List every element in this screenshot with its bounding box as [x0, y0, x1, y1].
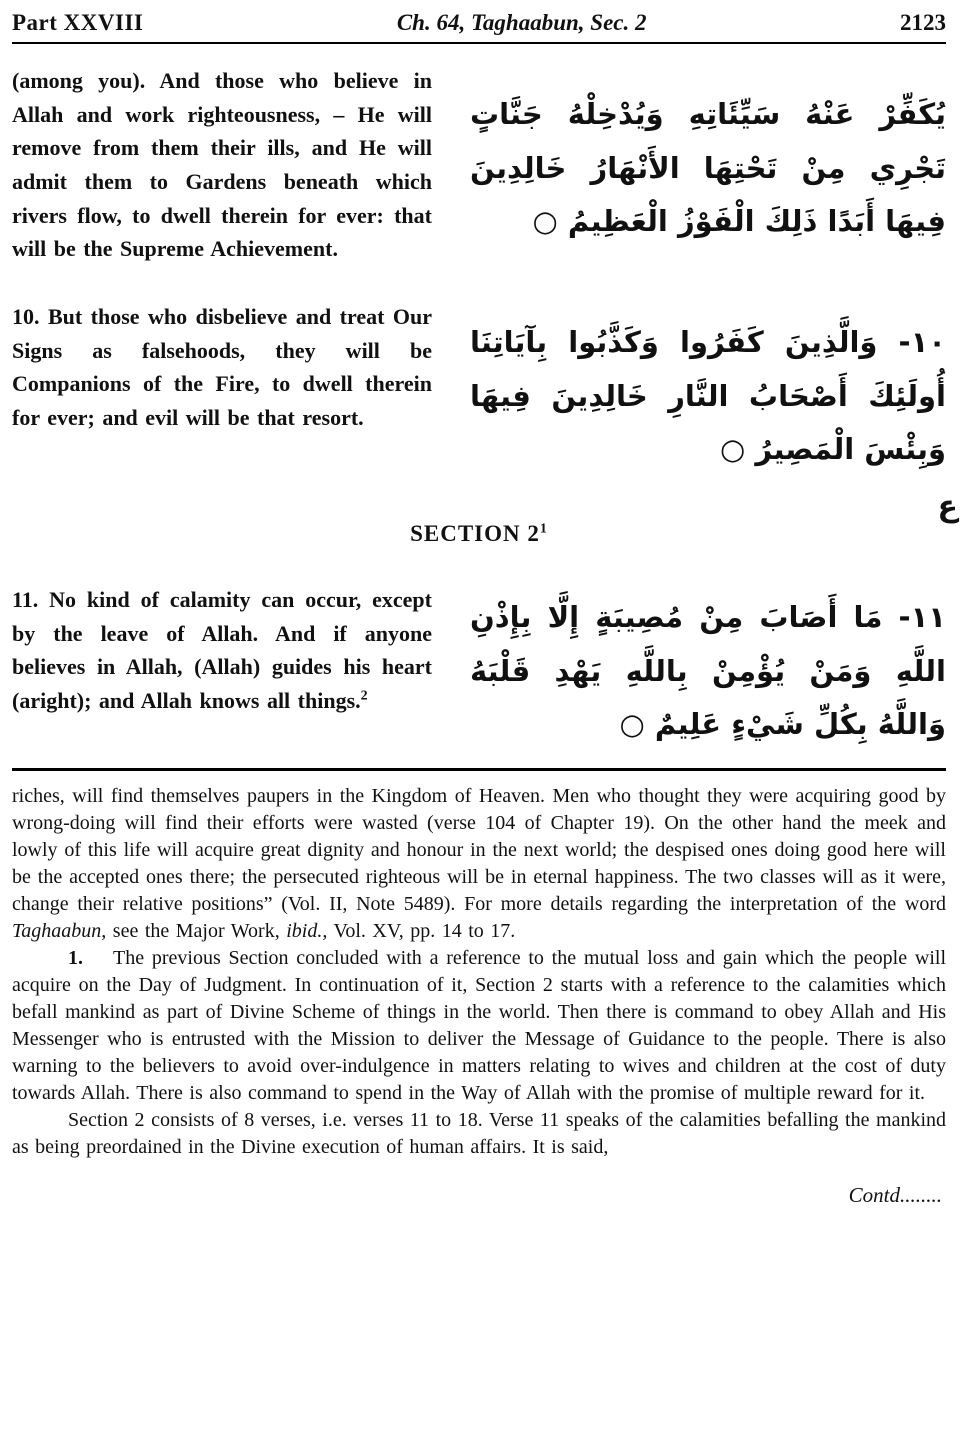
footnote-divider — [12, 768, 946, 771]
english-verse-11 — [12, 583, 432, 718]
header-part-label: Part XXVIII — [12, 10, 144, 35]
arabic-verse-11: ١١- مَا أَصَابَ مِنْ مُصِيبَةٍ إِلَّا بِإِذْنِ اللَّهِ وَمَنْ يُؤْمِنْ بِاللَّهِ يَهْدِ قَلْبَهُ وَاللَّهُ بِكُلِّ شَيْءٍ عَلِيمٌ ○ — [470, 599, 946, 742]
english-verse-11-text: 11. No kind of calamity can occur, except by the leave of Allah. And if anyone believes in Allah, (Allah) guides his heart (aright); and Allah knows all things. — [12, 586, 432, 713]
footnote-1-paragraph: 1. The previous Section concluded with a reference to the mutual loss and gain which the people will acquire on the Day of Judgment. In continuation of it, Section 2 starts with a reference to the calamities which befall mankind as part of Divine Scheme of things in the world. Then there is command to obey Allah and His Messenger who is entrusted with the Mission to deliver the Message of Guidance to the people. There is also warning to the believers to avoid over-indulgence in matters relating to wives and children at the cost of duty towards Allah. There is also command to spend in the Way of Allah with the promise of multiple reward for it. — [12, 946, 946, 1104]
verse-row-10 — [12, 300, 946, 477]
footnote-continued-paragraph: riches, will find themselves paupers in the Kingdom of Heaven. Men who thought they were acquiring good by wrong-doing will find their efforts were wasted (verse 104 of Chapter 19). On the other hand the meek and lowly of this life will acquire great dignity and honour in the next world; the despised ones doing good here will be the accepted ones there; the persecuted righteous will be in eternal happiness. The two classes will as it were, change their relative positions” (Vol. II, Note 5489). For more details regarding the interpretation of the word Taghaabun, see the Major Work, ibid., Vol. XV, pp. 14 to 17. — [12, 784, 946, 942]
section-heading — [12, 521, 946, 547]
section-heading-footnote-ref: 1 — [539, 521, 548, 537]
footnotes-section — [12, 783, 946, 1161]
verse-row-11 — [12, 583, 946, 752]
english-verse-10: 10. But those who disbelieve and treat Our Signs as falsehoods, they will be Companions of the Fire, to dwell therein for ever; and evil will be that resort. — [12, 303, 432, 430]
arabic-verse-10: ١٠- وَالَّذِينَ كَفَرُوا وَكَذَّبُوا بِآيَاتِنَا أُولَئِكَ أَصْحَابُ النَّارِ خَالِدِينَ فِيهَا وَبِئْسَ الْمَصِيرُ ○ — [470, 324, 946, 467]
page-header — [12, 10, 946, 36]
header-page-number: 2123 — [899, 10, 946, 35]
verse-row-9 — [12, 64, 946, 266]
header-divider — [12, 42, 946, 44]
english-verse-9: (among you). And those who believe in Allah and work righteousness, – He will remove from them their ills, and He will admit them to Gardens beneath which rivers flow, to dwell therein for ever: that will be the Supreme Achievement. — [12, 68, 432, 262]
section-heading-text: SECTION 2 — [410, 520, 540, 546]
continued-label: Contd........ — [848, 1182, 942, 1207]
header-chapter-title: Ch. 64, Taghaabun, Sec. 2 — [396, 10, 647, 35]
verse-11-footnote-ref: 2 — [360, 688, 368, 704]
arabic-verse-9: يُكَفِّرْ عَنْهُ سَيِّئَاتِهِ وَيُدْخِلْهُ جَنَّاتٍ تَجْرِي مِنْ تَحْتِهَا الأَنْهَارُ خَالِدِينَ فِيهَا أَبَدًا ذَلِكَ الْفَوْزُ الْعَظِيمُ ○ — [470, 97, 946, 239]
footnote-section-summary-paragraph: Section 2 consists of 8 verses, i.e. verses 11 to 18. Verse 11 speaks of the calamities befalling the mankind as being preordained in the Divine execution of human affairs. It is said, — [12, 1108, 946, 1158]
ruku-marker-icon: ع — [937, 489, 958, 524]
